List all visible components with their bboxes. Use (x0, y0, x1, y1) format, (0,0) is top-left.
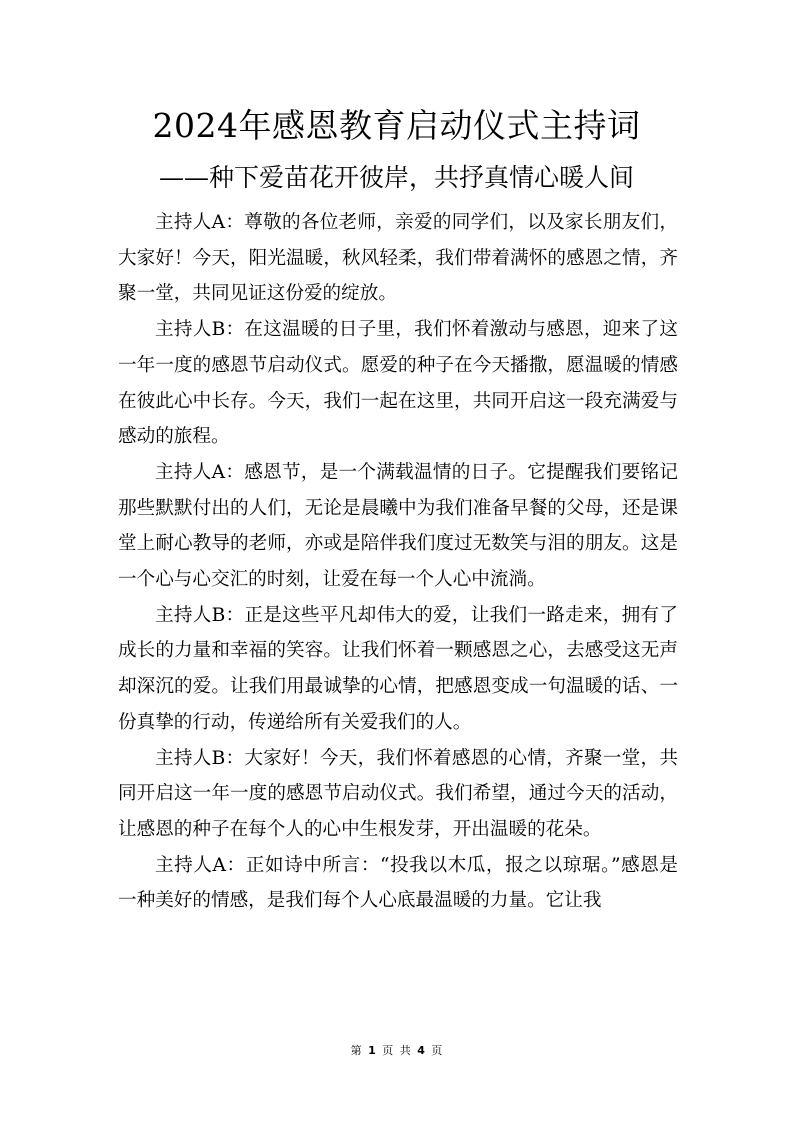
footer-prefix: 第 (350, 1044, 362, 1057)
document-body (118, 205, 678, 919)
paragraph: 主持人B：正是这些平凡却伟大的爱，让我们一路走来，拥有了成长的力量和幸福的笑容。让我们怀着一颗感恩之心，去感受这无声却深沉的爱。让我们用最诚挚的心情，把感恩变成一句温暖的话、一份真挚的行动，传递给所有关爱我们的人。 (118, 604, 678, 733)
document-title: 2024年感恩教育启动仪式主持词 (152, 106, 641, 145)
paragraph: 主持人A：尊敬的各位老师，亲爱的同学们，以及家长朋友们，大家好！今天，阳光温暖，秋风轻柔，我们带着满怀的感恩之情，齐聚一堂，共同见证这份爱的绽放。 (118, 212, 678, 305)
document-subtitle: ——种下爱苗花开彼岸，共抒真情心暖人间 (158, 163, 634, 192)
page-footer (0, 1043, 793, 1059)
paragraph: 主持人B：大家好！今天，我们怀着感恩的心情，齐聚一堂，共同开启这一年一度的感恩节启动仪式。我们希望，通过今天的活动，让感恩的种子在每个人的心中生根发芽，开出温暖的花朵。 (118, 747, 678, 840)
footer-middle: 页 共 (382, 1044, 411, 1057)
paragraph: 主持人B：在这温暖的日子里，我们怀着激动与感恩，迎来了这一年一度的感恩节启动仪式。愿爱的种子在今天播撒，愿温暖的情感在彼此心中长存。今天，我们一起在这里，共同开启这一段充满爱与感动的旅程。 (118, 319, 678, 448)
footer-suffix: 页 (431, 1044, 443, 1057)
footer-total-pages: 4 (417, 1044, 425, 1057)
footer-current-page: 1 (368, 1044, 376, 1057)
paragraph: 主持人A：感恩节，是一个满载温情的日子。它提醒我们要铭记那些默默付出的人们，无论是晨曦中为我们准备早餐的父母，还是课堂上耐心教导的老师，亦或是陪伴我们度过无数笑与泪的朋友。这是一个心与心交汇的时刻，让爱在每一个人心中流淌。 (118, 461, 678, 591)
paragraph: 主持人A：正如诗中所言：“投我以木瓜，报之以琼琚。”感恩是一种美好的情感，是我们每个人心底最温暖的力量。它让我 (118, 854, 678, 912)
